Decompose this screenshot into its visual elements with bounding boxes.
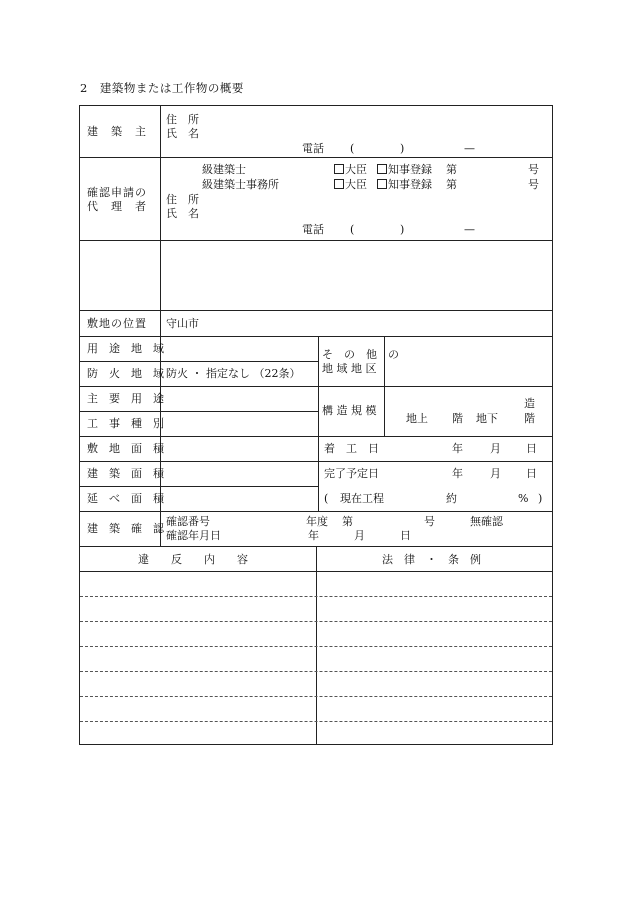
owner-address-label: 住 所 bbox=[166, 113, 199, 126]
confirmation-year: 年 bbox=[308, 529, 319, 542]
violation-row-line bbox=[80, 646, 552, 647]
owner-phone-dash: — bbox=[464, 142, 475, 155]
structure-zou: 造 bbox=[524, 397, 535, 410]
other-district-label-line2: 地 域 地 区 bbox=[322, 362, 377, 375]
other-district-label-line1: そ の 他 の bbox=[322, 348, 399, 361]
law-ordinance-header: 法 律 ・ 条 例 bbox=[382, 553, 481, 566]
agent-phone-open: ( bbox=[350, 223, 355, 236]
architect-go: 号 bbox=[528, 163, 539, 176]
owner-name-label: 氏 名 bbox=[166, 127, 199, 140]
ground-below: 地下 bbox=[476, 412, 498, 425]
floor-kai: 階 bbox=[452, 412, 463, 425]
office-go: 号 bbox=[528, 178, 539, 191]
unconfirmed-label: 無確認 bbox=[470, 515, 503, 528]
agent-name-label: 氏 名 bbox=[166, 207, 199, 220]
owner-phone-close: ) bbox=[400, 142, 405, 155]
structure-divider bbox=[318, 386, 319, 511]
office-label: 級建築士事務所 bbox=[202, 178, 279, 191]
current-open: ( bbox=[324, 492, 329, 505]
violation-content-header: 違 反 内 容 bbox=[138, 553, 248, 566]
checkbox-icon[interactable] bbox=[377, 164, 387, 174]
confirmation-number-label: 確認番号 bbox=[166, 515, 210, 528]
office-governor-option: 知事登録 bbox=[377, 178, 432, 191]
owner-phone-open: ( bbox=[350, 142, 355, 155]
owner-label: 建 築 主 bbox=[87, 125, 147, 138]
current-label: 現在工程 bbox=[340, 492, 384, 505]
violation-row-line bbox=[80, 596, 552, 597]
confirmation-date-label: 確認年月日 bbox=[166, 529, 221, 542]
confirmation-label: 建 築 確 認 bbox=[87, 522, 164, 535]
row-divider bbox=[80, 336, 552, 337]
architect-minister-option: 大臣 bbox=[334, 163, 367, 176]
confirmation-nendo: 年度 bbox=[306, 515, 328, 528]
row-divider bbox=[80, 486, 318, 487]
confirmation-go: 号 bbox=[424, 515, 435, 528]
office-minister-option: 大臣 bbox=[334, 178, 367, 191]
current-close: ) bbox=[538, 492, 543, 505]
architect-governor-option: 知事登録 bbox=[377, 163, 432, 176]
site-label: 敷地の位置 bbox=[87, 317, 147, 330]
row-divider bbox=[80, 157, 552, 158]
agent-phone-dash: — bbox=[464, 223, 475, 236]
approx-label: 約 bbox=[446, 492, 457, 505]
agent-label-line2: 代 理 者 bbox=[87, 200, 147, 213]
ground-above: 地上 bbox=[406, 412, 428, 425]
completion-day: 日 bbox=[526, 467, 537, 480]
row-divider bbox=[80, 361, 318, 362]
structure-label: 構 造 規 模 bbox=[322, 404, 377, 417]
percent-label: % bbox=[518, 492, 529, 505]
use-district-label: 用 途 地 域 bbox=[87, 342, 164, 355]
violation-row-line bbox=[80, 721, 552, 722]
zoning-divider bbox=[318, 336, 319, 386]
site-value: 守山市 bbox=[166, 317, 199, 330]
violation-column-divider bbox=[316, 546, 317, 744]
start-year: 年 bbox=[452, 442, 463, 455]
row-divider bbox=[80, 386, 552, 387]
zoning-divider bbox=[384, 336, 385, 386]
start-month: 月 bbox=[490, 442, 501, 455]
total-floor-area-label: 延 べ 面 積 bbox=[87, 492, 164, 505]
checkbox-icon[interactable] bbox=[334, 164, 344, 174]
violation-row-line bbox=[80, 671, 552, 672]
completion-year: 年 bbox=[452, 467, 463, 480]
checkbox-icon[interactable] bbox=[377, 179, 387, 189]
agent-address-label: 住 所 bbox=[166, 193, 199, 206]
agent-phone-close: ) bbox=[400, 223, 405, 236]
label-column-divider bbox=[160, 106, 161, 546]
row-divider bbox=[80, 461, 552, 462]
site-area-label: 敷 地 面 積 bbox=[87, 442, 164, 455]
office-dai: 第 bbox=[446, 178, 457, 191]
violation-row-line bbox=[80, 621, 552, 622]
confirmation-day: 日 bbox=[400, 529, 411, 542]
main-use-label: 主 要 用 途 bbox=[87, 392, 164, 405]
architect-label: 級建築士 bbox=[202, 163, 246, 176]
architect-dai: 第 bbox=[446, 163, 457, 176]
confirmation-month: 月 bbox=[354, 529, 365, 542]
completion-month: 月 bbox=[490, 467, 501, 480]
agent-label-line1: 確認申請の bbox=[87, 186, 147, 199]
row-divider bbox=[80, 310, 552, 311]
agent-phone-label: 電話 bbox=[302, 223, 324, 236]
row-divider bbox=[80, 436, 552, 437]
work-type-label: 工 事 種 別 bbox=[87, 417, 164, 430]
start-date-label: 着 工 日 bbox=[324, 442, 379, 455]
structure-divider bbox=[384, 386, 385, 436]
owner-phone-label: 電話 bbox=[302, 142, 324, 155]
checkbox-icon[interactable] bbox=[334, 179, 344, 189]
building-area-label: 建 築 面 積 bbox=[87, 467, 164, 480]
fire-district-label: 防 火 地 域 bbox=[87, 367, 164, 380]
section-heading: 2 建築物または工作物の概要 bbox=[80, 81, 244, 95]
confirmation-dai: 第 bbox=[342, 515, 353, 528]
completion-label: 完了予定日 bbox=[324, 467, 379, 480]
row-divider bbox=[80, 240, 552, 241]
start-day: 日 bbox=[526, 442, 537, 455]
row-divider bbox=[80, 511, 552, 512]
floor-kai2: 階 bbox=[524, 412, 535, 425]
fire-district-value: 防火 ・ 指定なし （22条） bbox=[166, 367, 301, 380]
building-overview-form bbox=[79, 105, 553, 745]
violation-row-line bbox=[80, 696, 552, 697]
row-divider bbox=[80, 411, 318, 412]
